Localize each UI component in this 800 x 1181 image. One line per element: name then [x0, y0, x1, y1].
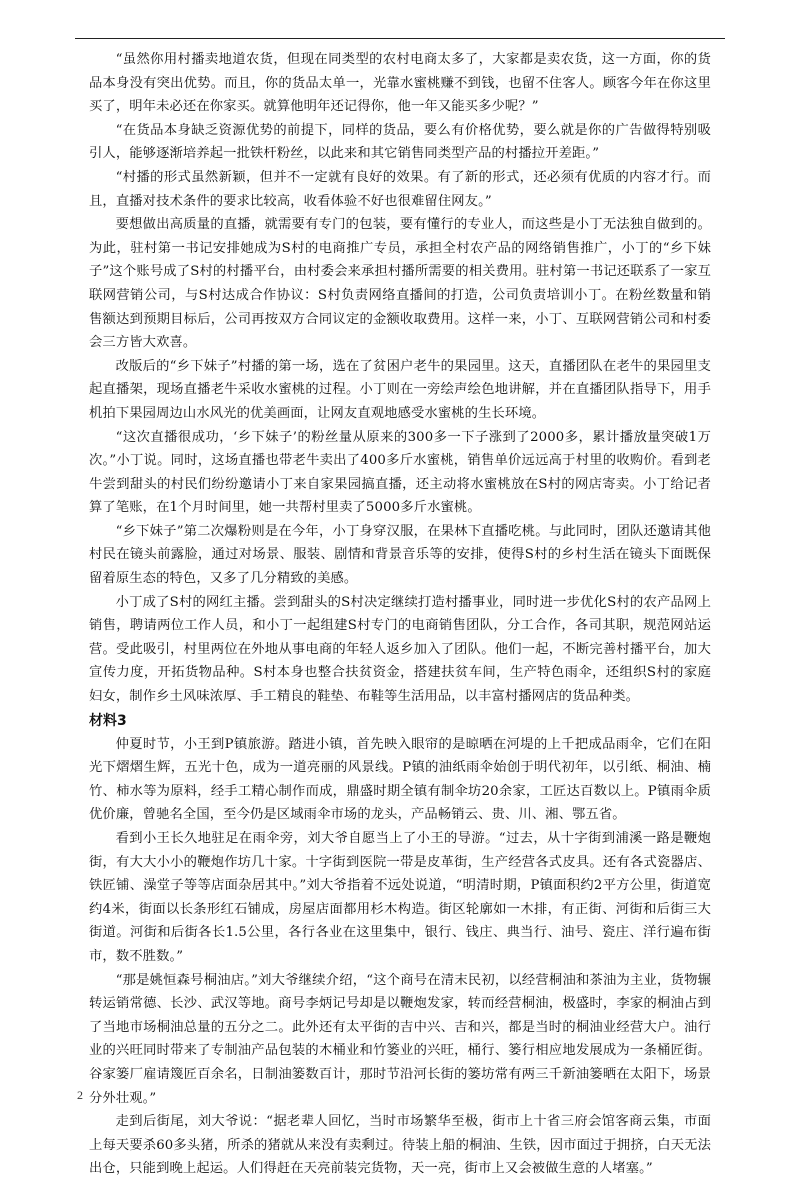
document-body: [89, 48, 711, 1181]
paragraph: “村播的形式虽然新颖，但并不一定就有良好的效果。有了新的形式，还必须有优质的内容才行。而且，直播对技术条件的要求比较高，收看体验不好也很难留住网友。”: [89, 169, 711, 209]
paragraph: 仲夏时节，小王到P镇旅游。踏进小镇，首先映入眼帘的是晾晒在河堤的上千把成品雨伞，它们在阳光下熠熠生辉，五光十色，成为一道亮丽的风景线。P镇的油纸雨伞始创于明代初年，以引纸、桐油、楠竹、柿水等为原料，经手工精心制作而成，鼎盛时期全镇有制伞坊20余家，工匠达百数以上。P镇雨伞质优价廉，曾驰名全国，至今仍是区域雨伞市场的龙头，产品畅销云、贵、川、湘、鄂五省。: [89, 736, 711, 823]
page-number: 2: [77, 1088, 83, 1102]
paragraph: 要想做出高质量的直播，就需要有专门的包装，要有懂行的专业人，而这些是小丁无法独自做到的。为此，驻村第一书记安排她成为S村的电商推广专员，承担全村农产品的网络销售推广，小丁的“乡下妹子”这个账号成了S村的村播平台，由村委会来承担村播所需要的相关费用。驻村第一书记还联系了一家互联网营销公司，与S村达成合作协议：S村负责网络直播间的打造，公司负责培训小丁。在粉丝数量和销售额达到预期目标后，公司再按双方合同议定的金额收取费用。这样一来，小丁、互联网营销公司和村委会三方皆大欢喜。: [89, 217, 711, 351]
paragraph: “虽然你用村播卖地道农货，但现在同类型的农村电商太多了，大家都是卖农货，这一方面，你的货品本身没有突出优势。而且，你的货品太单一，光靠水蜜桃赚不到钱，也留不住客人。顾客今年在你这里买了，明年未必还在你家买。就算他明年还记得你，他一年又能买多少呢？”: [89, 52, 711, 115]
paragraph: 改版后的“乡下妹子”村播的第一场，选在了贫困户老牛的果园里。这天，直播团队在老牛的果园里支起直播架，现场直播老牛采收水蜜桃的过程。小丁则在一旁绘声绘色地讲解，并在直播团队指导下，用手机拍下果园周边山水风光的优美画面，让网友直观地感受水蜜桃的生长环境。: [89, 358, 711, 421]
paragraph: “在货品本身缺乏资源优势的前提下，同样的货品，要么有价格优势，要么就是你的广告做得特别吸引人，能够逐渐培养起一批铁杆粉丝，以此来和其它销售同类型产品的村播拉开差距。”: [89, 122, 711, 162]
section-heading: 材料3: [89, 712, 127, 729]
paragraph: 看到小王长久地驻足在雨伞旁，刘大爷自愿当上了小王的导游。“过去，从十字街到浦溪一路是鞭炮街，有大大小小的鞭炮作坊几十家。十字街到医院一带是皮革街，生产经营各式皮具。还有各式瓷器店、铁匠铺、澡堂子等等店面杂居其中。”刘大爷指着不远处说道，“明清时期，P镇面积约2平方公里，街道宽约4米，街面以长条形红石铺成，房屋店面都用杉木构造。街区轮廓如一木排，有正街、河街和后街三大街道。河街和后街各长1.5公里，各行各业在这里集中，银行、钱庄、典当行、油号、瓷庄、洋行遍布街市，数不胜数。”: [89, 831, 711, 964]
paragraph: 走到后街尾，刘大爷说：“据老辈人回忆，当时市场繁华至极，街市上十省三府会馆客商云集，市面上每天要杀60多头猪，所杀的猪就从来没有卖剩过。待装上船的桐油、生铁，因市面过于拥挤，白天无法出仓，只能到晚上起运。人们得赶在天亮前装完货物，天一亮，街市上又会被做生意的人堵塞。”: [89, 1114, 711, 1177]
paragraph: “这次直播很成功，‘乡下妹子’的粉丝量从原来的300多一下子涨到了2000多，累计播放量突破1万次。”小丁说。同时，这场直播也带老牛卖出了400多斤水蜜桃，销售单价远远高于村里的收购价。看到老牛尝到甜头的村民们纷纷邀请小丁来自家果园搞直播，还主动将水蜜桃放在S村的网店寄卖。小丁给记者算了笔账，在1个月时间里，她一共帮村里卖了5000多斤水蜜桃。: [89, 429, 711, 516]
paragraph: “乡下妹子”第二次爆粉则是在今年，小丁身穿汉服，在果林下直播吃桃。与此同时，团队还邀请其他村民在镜头前露脸，通过对场景、服装、剧情和背景音乐等的安排，使得S村的乡村生活在镜头下面既保留着原生态的特色，又多了几分精致的美感。: [89, 523, 711, 587]
header-rule: [75, 38, 725, 39]
paragraph: 小丁成了S村的网红主播。尝到甜头的S村决定继续打造村播事业，同时进一步优化S村的农产品网上销售，聘请两位工作人员，和小丁一起组建S村专门的电商销售团队，分工合作，各司其职，规范网站运营。受此吸引，村里两位在外地从事电商的年轻人返乡加入了团队。他们一起，不断完善村播平台，加大宣传力度，开拓货物品种。S村本身也整合扶贫资金，搭建扶贫车间，生产特色雨伞，还组织S村的家庭妇女，制作乡土风味浓厚、手工精良的鞋垫、布鞋等生活用品，以丰富村播网店的货品种类。: [89, 594, 711, 705]
paragraph: “那是姚恒森号桐油店。”刘大爷继续介绍，“这个商号在清末民初，以经营桐油和茶油为主业，货物辗转运销常德、长沙、武汉等地。商号李炳记号却是以鞭炮发家，转而经营桐油，极盛时，李家的桐油占到了当地市场桐油总量的五分之二。此外还有太平街的吉中兴、吉和兴，都是当时的桐油业经营大户。油行业的兴旺同时带来了专制油产品包装的木桶业和竹篓业的兴旺，桶行、篓行相应地发展成为一条桶匠街。谷家篓厂雇请篾匠百余名，日制油篓数百计，那时节沿河长街的篓坊常有两三千新油篓晒在太阳下，场景分外壮观。”: [89, 972, 711, 1106]
